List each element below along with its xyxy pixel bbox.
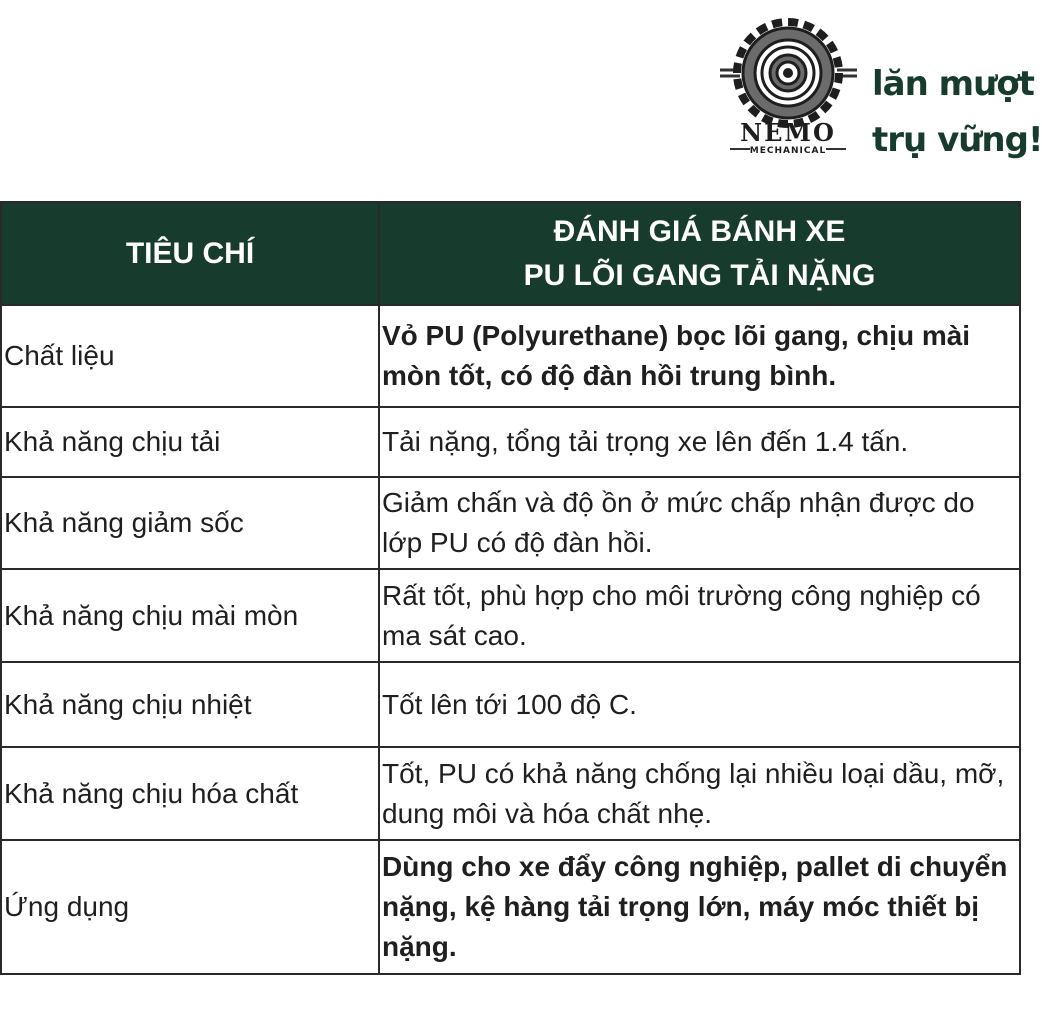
- table-row: [1, 747, 1020, 840]
- row-criteria: Khả năng chịu mài mòn: [1, 569, 379, 662]
- row-value: Tốt lên tới 100 độ C.: [379, 662, 1020, 747]
- header-criteria: TIÊU CHÍ: [1, 202, 379, 305]
- row-criteria: Chất liệu: [1, 305, 379, 407]
- table-row: [1, 305, 1020, 407]
- row-criteria: Khả năng chịu tải: [1, 407, 379, 477]
- header-evaluation: [379, 202, 1020, 305]
- table-row: [1, 407, 1020, 477]
- header-evaluation-line-2: PU LÕI GANG TẢI NẶNG: [523, 258, 876, 292]
- brand-slogan: [872, 56, 1042, 168]
- table-row: [1, 840, 1020, 974]
- row-criteria: Ứng dụng: [1, 840, 379, 974]
- brand-name: NEMO: [740, 118, 836, 147]
- brand-sub: MECHANICAL: [749, 146, 827, 156]
- row-value: Vỏ PU (Polyurethane) bọc lõi gang, chịu mài mòn tốt, có độ đàn hồi trung bình.: [379, 305, 1020, 407]
- row-value: Rất tốt, phù hợp cho môi trường công nghiệp có ma sát cao.: [379, 569, 1020, 662]
- row-value: Dùng cho xe đẩy công nghiệp, pallet di chuyển nặng, kệ hàng tải trọng lớn, máy móc thiết bị nặng.: [379, 840, 1020, 974]
- table-row: [1, 662, 1020, 747]
- row-criteria: Khả năng giảm sốc: [1, 477, 379, 569]
- slogan-line-2: trụ vững!: [872, 120, 1042, 160]
- slogan-line-1: lăn mượt: [872, 64, 1034, 104]
- brand-header: [716, 18, 1042, 168]
- row-criteria: Khả năng chịu hóa chất: [1, 747, 379, 840]
- nemo-gear-logo-icon: [716, 18, 861, 163]
- row-value: Tốt, PU có khả năng chống lại nhiều loại dầu, mỡ, dung môi và hóa chất nhẹ.: [379, 747, 1020, 840]
- row-value: Tải nặng, tổng tải trọng xe lên đến 1.4 tấn.: [379, 407, 1020, 477]
- header-evaluation-line-1: ĐÁNH GIÁ BÁNH XE: [553, 214, 846, 248]
- spec-table: [0, 201, 1021, 975]
- table-header-row: [1, 202, 1020, 305]
- table-row: [1, 477, 1020, 569]
- row-value: Giảm chấn và độ ồn ở mức chấp nhận được do lớp PU có độ đàn hồi.: [379, 477, 1020, 569]
- table-row: [1, 569, 1020, 662]
- row-criteria: Khả năng chịu nhiệt: [1, 662, 379, 747]
